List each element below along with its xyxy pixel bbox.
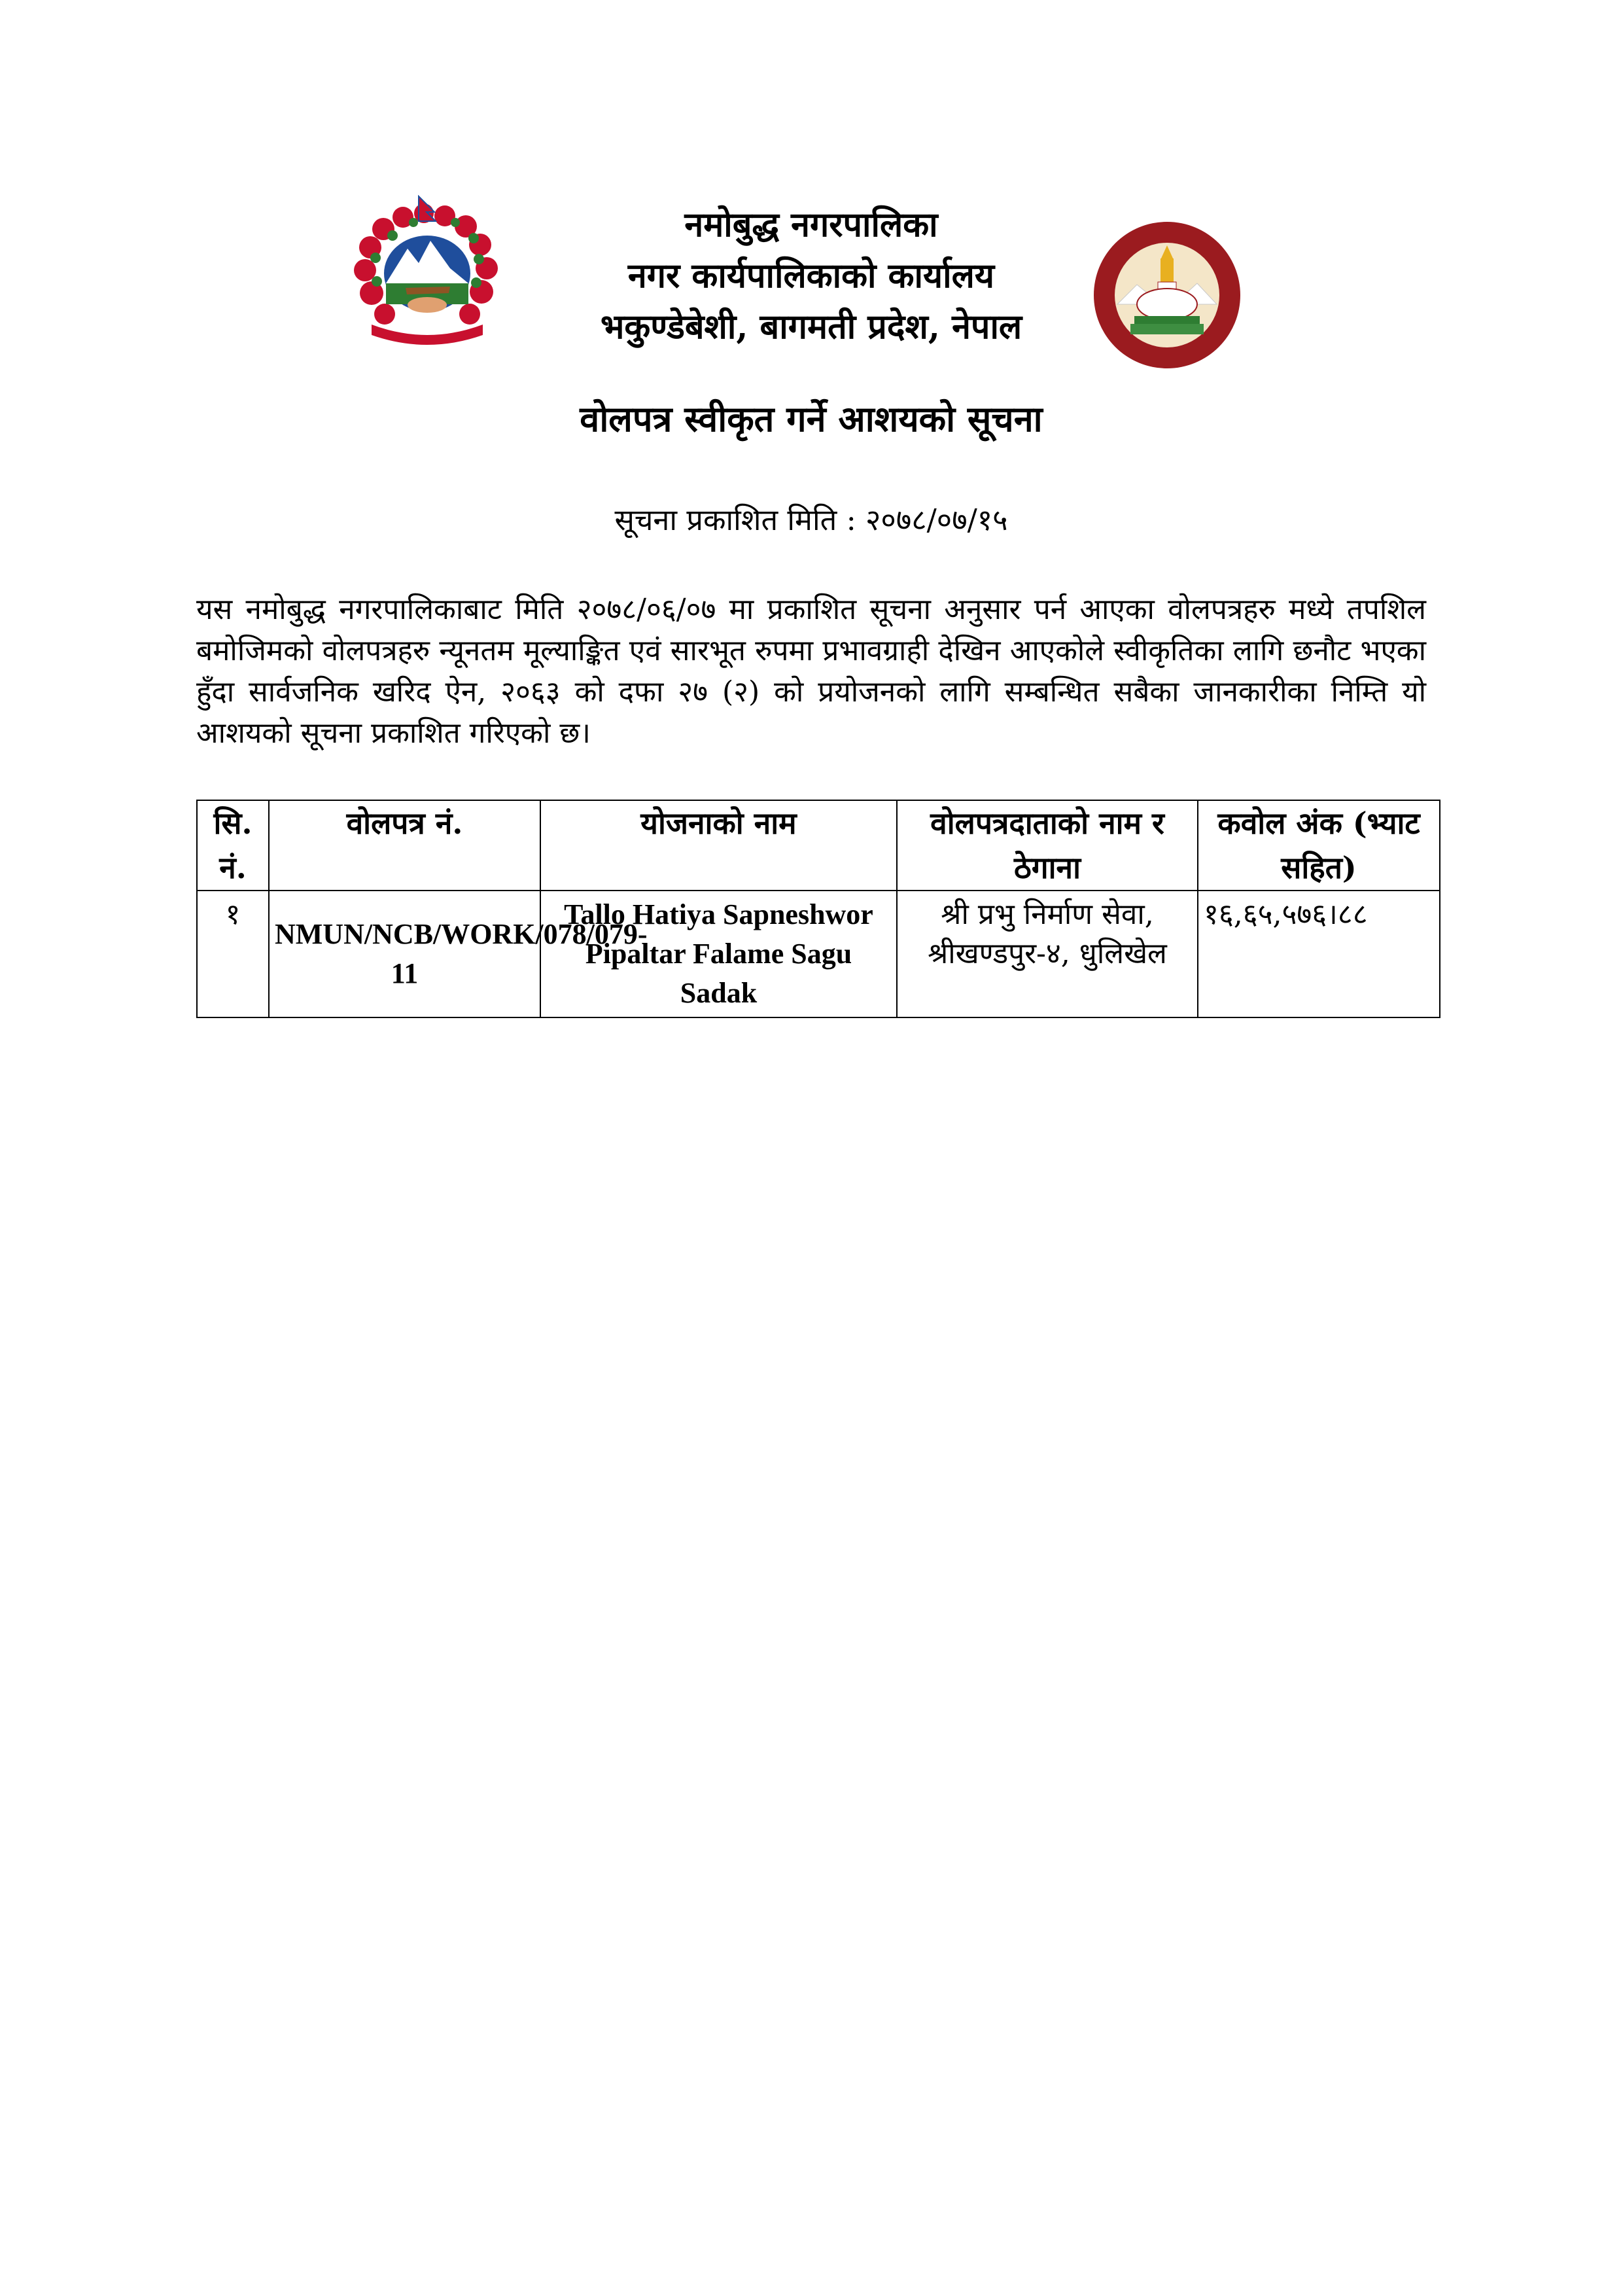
office-address: भकुण्डेबेशी, बागमती प्रदेश, नेपाल [600, 307, 1022, 347]
cell-sn: १ [197, 891, 269, 1017]
header-project: योजनाको नाम [540, 800, 897, 891]
publication-date: सूचना प्रकाशित मिति : २०७८/०७/१५ [614, 503, 1008, 537]
cell-bidder: श्री प्रभु निर्माण सेवा, श्रीखण्डपुर-४, धुलिखेल [897, 891, 1198, 1017]
cell-amount: १६,६५,५७६।८८ [1198, 891, 1440, 1017]
notice-body: यस नमोबुद्ध नगरपालिकाबाट मिति २०७८/०६/०७ मा प्रकाशित सूचना अनुसार पर्न आएका वोलपत्रहरु मध्ये तपशिल बमोजिमको वोलपत्रहरु न्यूनतम मूल्याङ्कित एवं सारभूत रुपमा प्रभावग्राही देखिन आएकोले स्वीकृतिका लागि छनौट भएका हुँदा सार्वजनिक खरिद ऐन, २०६३ को दफा २७ (२) को प्रयोजनको लागि सम्बन्धित सबैका जानकारीका निम्ति यो आशयको सूचना प्रकाशित गरिएको छ। [196, 593, 1426, 750]
header-bid-no: वोलपत्र नं. [269, 800, 540, 891]
office-header [458, 200, 1164, 353]
municipality-name: नमोबुद्ध नगरपालिका [684, 205, 938, 245]
notice-title: वोलपत्र स्वीकृत गर्ने आशयको सूचना [580, 398, 1043, 440]
header-amount: कवोल अंक (भ्याट सहित) [1198, 800, 1440, 891]
municipality-logo-icon [1091, 219, 1243, 371]
office-name: नगर कार्यपालिकाको कार्यालय [627, 256, 995, 296]
cell-project: Tallo Hatiya Sapneshwor Pipaltar Falame Sagu Sadak [540, 891, 897, 1017]
tender-table [196, 800, 1440, 1018]
table-header-row [197, 800, 1440, 891]
header-sn: सि. नं. [197, 800, 269, 891]
table-row [197, 891, 1440, 1017]
cell-bid-no: NMUN/NCB/WORK/078/079-11 [269, 891, 540, 1017]
header-bidder: वोलपत्रदाताको नाम र ठेगाना [897, 800, 1198, 891]
